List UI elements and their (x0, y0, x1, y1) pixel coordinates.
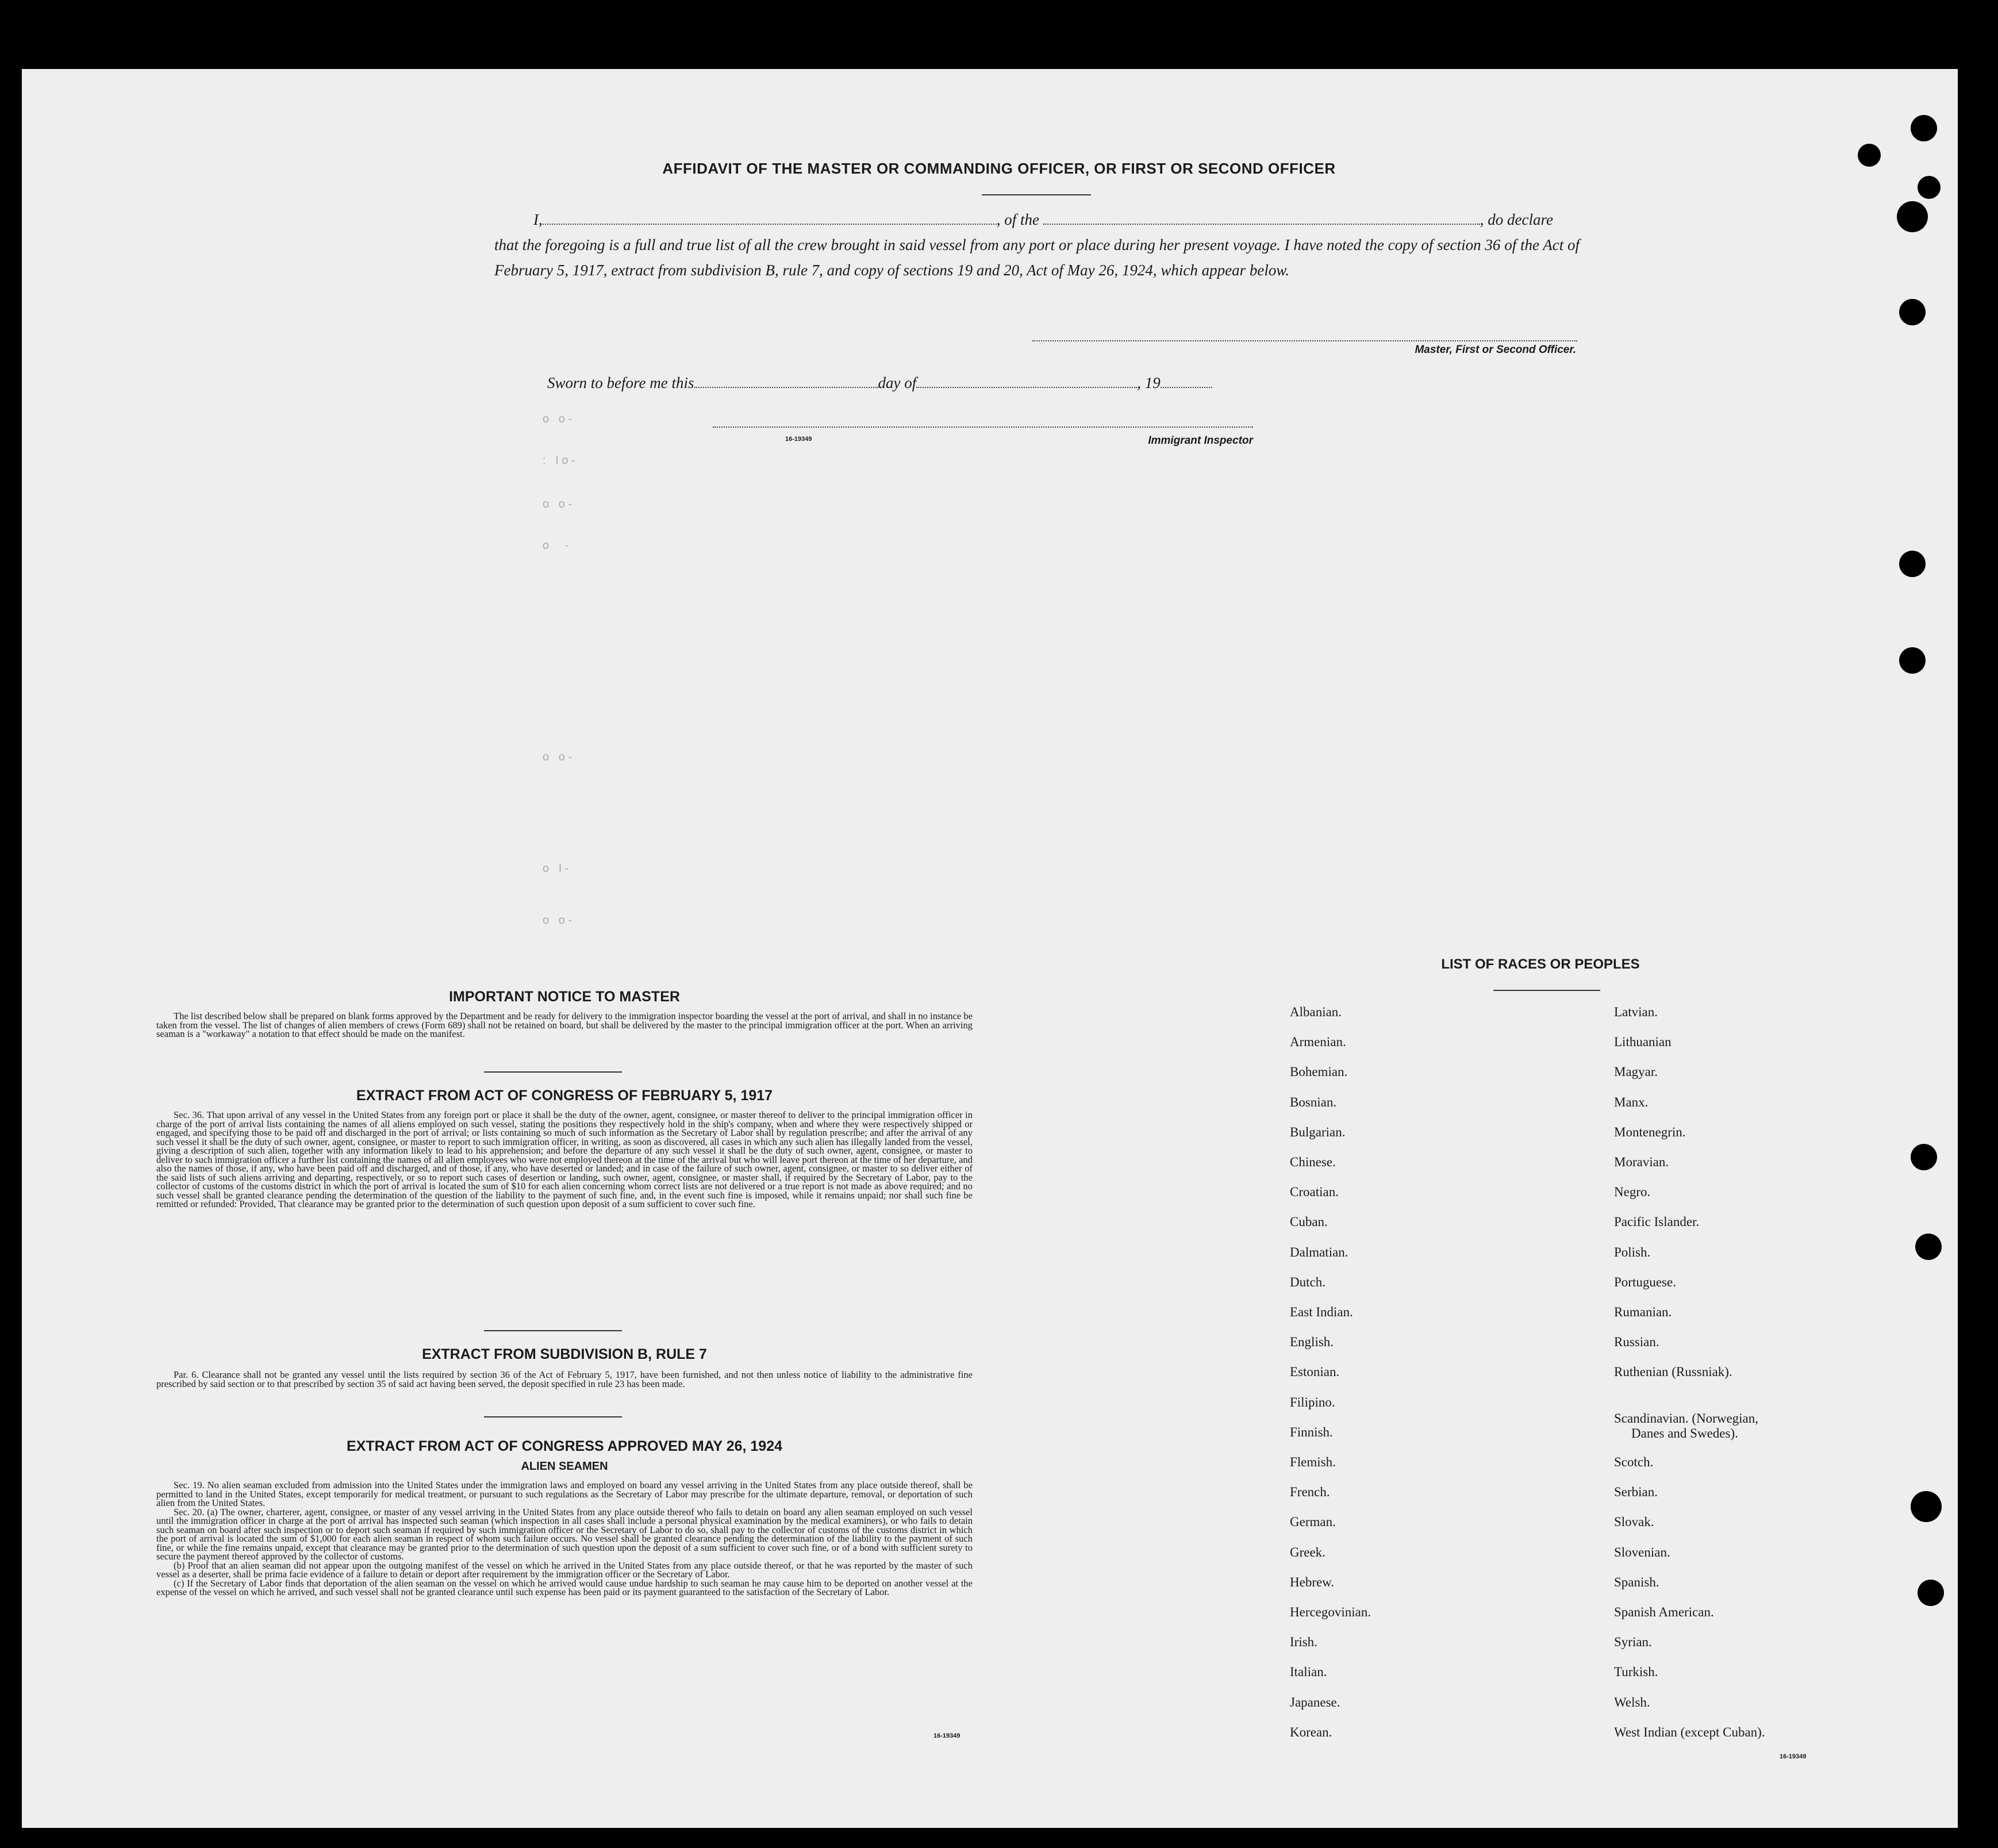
race-item: Armenian. (1290, 1035, 1346, 1050)
section-divider (484, 1071, 622, 1073)
declaration-start: I, (533, 211, 543, 228)
notice-text (156, 1012, 973, 1039)
race-item: Hercegovinian. (1290, 1605, 1371, 1619)
race-item: French. (1290, 1485, 1330, 1500)
punch-hole (1911, 1144, 1937, 1170)
race-item: Slovak. (1614, 1515, 1654, 1530)
of-the-label: , of the (996, 211, 1039, 228)
rule-7-text (156, 1370, 973, 1388)
notice-title: IMPORTANT NOTICE TO MASTER (449, 989, 680, 1005)
race-item: Rumanian. (1614, 1305, 1672, 1319)
extract-1924-text (156, 1481, 973, 1597)
do-declare-label: , do declare (1480, 211, 1553, 228)
race-item: Portuguese. (1614, 1274, 1676, 1289)
race-item: Flemish. (1290, 1455, 1336, 1469)
vessel-field[interactable] (1043, 224, 1480, 225)
race-item: Japanese. (1290, 1695, 1340, 1709)
race-item: Finnish. (1290, 1424, 1333, 1439)
race-item: Bosnian. (1290, 1094, 1337, 1109)
faint-mark: o o - (543, 914, 572, 927)
race-item: Montenegrin. (1614, 1124, 1686, 1139)
year-label: , 19 (1137, 374, 1161, 391)
race-item: German. (1290, 1515, 1336, 1530)
punch-hole (1918, 1580, 1944, 1606)
race-item: Spanish American. (1614, 1605, 1714, 1619)
race-item: Scandinavian. (Norwegian, (1614, 1411, 1759, 1426)
master-label: Master, First or Second Officer. (1415, 344, 1576, 356)
par-6-paragraph: Par. 6. Clearance shall not be granted any vessel until the lists required by section 36 of the Act of February 5, 1917, have been furnished, and not then unless notice of liability to the administrative fine prescribed by said section or to that prescribed by section 35 of said act having been served, the deposit specified in rule 23 has been made. (156, 1369, 973, 1389)
rule-7-title: EXTRACT FROM SUBDIVISION B, RULE 7 (422, 1346, 707, 1362)
title-divider (982, 194, 1091, 195)
name-field[interactable] (543, 224, 997, 225)
race-item: Syrian. (1614, 1635, 1652, 1650)
day-of-label: day of (878, 374, 917, 391)
race-item: Lithuanian (1614, 1035, 1672, 1050)
race-item: English. (1290, 1335, 1334, 1350)
race-item: Albanian. (1290, 1005, 1342, 1019)
extract-1924-title: EXTRACT FROM ACT OF CONGRESS APPROVED MAY 26, 1924 (346, 1438, 783, 1454)
extract-1924-subtitle: ALIEN SEAMEN (521, 1460, 608, 1473)
race-item: Latvian. (1614, 1005, 1658, 1019)
faint-mark: o I - (543, 862, 569, 875)
sec-20b-paragraph: (b) Proof that an alien seaman did not appear upon the outgoing manifest of the vessel on which he arrived in the United States from any place outside thereof, or that he was reported by the master of such vessel as a deserter, shall be prima facie evidence of a failure to detain or deport after requirement by the immigration officer or the Secretary of Labor. (156, 1559, 973, 1580)
race-item: Pacific Islander. (1614, 1215, 1700, 1230)
race-item: Spanish. (1614, 1574, 1659, 1589)
race-item: Bulgarian. (1290, 1124, 1346, 1139)
race-item: Dutch. (1290, 1274, 1325, 1289)
sworn-day-field[interactable] (694, 387, 878, 388)
punch-hole (1899, 551, 1926, 577)
master-signature-line[interactable] (1032, 340, 1577, 341)
declaration-line (533, 207, 1580, 232)
faint-mark: o o - (543, 413, 572, 425)
race-item: Cuban. (1290, 1215, 1328, 1230)
section-divider (484, 1330, 622, 1331)
sec-20c-paragraph: (c) If the Secretary of Labor finds that deportation of the alien seaman on the vessel on which he arrived would cause undue hardship to such seaman he may cause him to be deported on another vessel at the expense of the vessel on which he arrived, and such vessel shall not be granted clearance until such expense has been paid or its payment guaranteed to the satisfaction of the Secretary of Labor. (156, 1577, 973, 1597)
race-item: Estonian. (1290, 1365, 1340, 1380)
punch-hole (1918, 176, 1941, 199)
punch-hole (1899, 647, 1926, 674)
race-item: Turkish. (1614, 1665, 1658, 1680)
extract-1917-title: EXTRACT FROM ACT OF CONGRESS OF FEBRUARY 5, 1917 (356, 1088, 773, 1104)
race-item: Scotch. (1614, 1455, 1654, 1469)
race-item: East Indian. (1290, 1305, 1353, 1319)
faint-mark: o - (543, 539, 569, 552)
faint-mark: o o - (543, 498, 572, 510)
race-item: Manx. (1614, 1094, 1649, 1109)
inspector-label: Immigrant Inspector (1148, 435, 1253, 447)
race-item: Irish. (1290, 1635, 1317, 1650)
section-divider (484, 1416, 622, 1417)
sworn-month-field[interactable] (916, 387, 1137, 388)
punch-hole (1911, 115, 1937, 141)
race-item: Croatian. (1290, 1185, 1339, 1200)
race-item: Dalmatian. (1290, 1244, 1348, 1259)
race-item: Filipino. (1290, 1394, 1335, 1409)
sec-20a-paragraph: Sec. 20. (a) The owner, charterer, agent, consignee, or master of any vessel arriving in the United States from any place outside thereof who fails to detain on board any alien seaman employed on such vessel until the immigration officer in charge at the port of arrival has inspected such seaman (which inspection in all cases shall include a personal physical examination by the medical examiners), or who fails to detain such seaman on board after such inspection or to deport such seaman if required by such immigration officer or the Secretary of Labor to do so, shall pay to the collector of customs of the customs district in which the port of arrival is located the sum of $1,000 for each alien seaman in respect of whom such failure occurs. No vessel shall be granted clearance pending the determination of the liability to the payment of such fine, or while the fine remains unpaid, except that clearance may be granted prior to the determination of such question upon the deposit of a sum sufficient to cover such fine, or of a bond with sufficient surety to secure the payment thereof approved by the collector of customs. (156, 1506, 973, 1562)
punch-hole (1897, 201, 1928, 232)
inspector-signature-line[interactable] (713, 427, 1253, 428)
race-item: Magyar. (1614, 1065, 1658, 1079)
race-item: Negro. (1614, 1185, 1651, 1200)
punch-hole (1911, 1491, 1942, 1522)
faint-mark: : I o - (543, 454, 575, 467)
faint-mark: o o - (543, 751, 572, 763)
races-divider (1493, 990, 1600, 991)
race-item: Hebrew. (1290, 1574, 1335, 1589)
race-item: Welsh. (1614, 1695, 1650, 1709)
form-number: 16-19349 (785, 436, 812, 443)
sworn-line (547, 370, 1294, 395)
race-item: Moravian. (1614, 1155, 1669, 1169)
affidavit-title: AFFIDAVIT OF THE MASTER OR COMMANDING OFFICER, OR FIRST OR SECOND OFFICER (662, 160, 1336, 177)
race-item: Ruthenian (Russniak). (1614, 1365, 1732, 1380)
sworn-year-field[interactable] (1161, 387, 1212, 388)
race-item: Serbian. (1614, 1485, 1658, 1500)
punch-hole (1915, 1234, 1942, 1260)
sec-36-paragraph: Sec. 36. That upon arrival of any vessel in the United States from any foreign port or place it shall be the duty of the owner, agent, consignee, or master thereof to deliver to the principal immigration officer in charge of the port of arrival lists containing the names of all aliens employed on such vessel, stating the positions they respectively hold in the ship's company, when and where they were respectively shipped or engaged, and specifying those to be paid off and discharged in the port of arrival; or lists containing so much of such information as the Secretary of Labor shall by regulation prescribe; and after the arrival of any such vessel it shall be the duty of such owner, agent, consignee, or master to report to such immigration officer, in writing, as soon as discovered, all cases in which any such alien has illegally landed from the vessel, giving a description of such alien, together with any information likely to lead to his apprehension; and before the departure of any such vessel it shall be the duty of such owner, agent, consignee, or master to deliver to such immigration officer a further list containing the names of all alien employees who were not employed thereon at the time of the arrival but who will leave port thereon at the time of her departure, and also the names of those, if any, who have been paid off and discharged, and of those, if any, who have deserted or landed; and in case of the failure of such owner, agent, consignee, or master to so deliver either of the said lists of such aliens arriving and departing, respectively, or so to report such cases of desertion or landing, such owner, agent, consignee, or master shall, if required by the Secretary of Labor, pay to the collector of customs of the customs district in which the port of arrival is located the sum of $10 for each alien concerning whom correct lists are not delivered or a true report is not made as above required; and no such vessel shall be granted clearance pending the determination of the question of the liability to the payment of such fine, and, in the event such fine is imposed, while it remains unpaid; nor shall such fine be remitted or refunded: Provided, That clearance may be granted prior to the determination of such question upon deposit of a sum sufficient to cover such fine. (156, 1109, 973, 1209)
form-number-races: 16-19349 (1780, 1753, 1807, 1760)
notice-paragraph: The list described below shall be prepared on blank forms approved by the Department and be ready for delivery to the immigration inspector boarding the vessel at the port of arrival, and shall in no instance be taken from the vessel. The list of changes of alien members of crews (Form 689) shall not be retained on board, but shall be delivered by the master to the principal immigration officer at the port. When an arriving seaman is a "workaway" a notation to that effect should be made on the manifest. (156, 1011, 973, 1039)
race-item: Chinese. (1290, 1155, 1336, 1169)
race-item: Slovenian. (1614, 1545, 1670, 1559)
race-item: Korean. (1290, 1724, 1332, 1739)
race-item: Danes and Swedes). (1631, 1426, 1738, 1441)
sworn-label: Sworn to before me this (547, 374, 694, 391)
race-item: Russian. (1614, 1335, 1659, 1350)
extract-1917-text (156, 1111, 973, 1209)
form-number-extract: 16-19349 (933, 1732, 960, 1739)
race-item: Italian. (1290, 1665, 1327, 1680)
race-item: Greek. (1290, 1545, 1325, 1559)
punch-hole (1899, 299, 1926, 325)
race-item: Bohemian. (1290, 1065, 1348, 1079)
sec-19-paragraph: Sec. 19. No alien seaman excluded from admission into the United States under the immigration laws and employed on board any vessel arriving in the United States from any place outside thereof, shall be permitted to land in the United States, except temporarily for medical treatment, or pursuant to such regulations as the Secretary of Labor may prescribe for the ultimate departure, removal, or deportation of such alien from the United States. (156, 1480, 973, 1508)
races-title: LIST OF RACES OR PEOPLES (1441, 956, 1640, 972)
race-item: West Indian (except Cuban). (1614, 1724, 1765, 1739)
declaration-body: that the foregoing is a full and true list of all the crew brought in said vessel from any port or place during her present voyage. I have noted the copy of section 36 of the Act of February 5, 1917, extract from subdivision B, rule 7, and copy of sections 19 and 20, Act of May 26, 1924, which appear below. (494, 236, 1580, 279)
race-item: Polish. (1614, 1244, 1651, 1259)
